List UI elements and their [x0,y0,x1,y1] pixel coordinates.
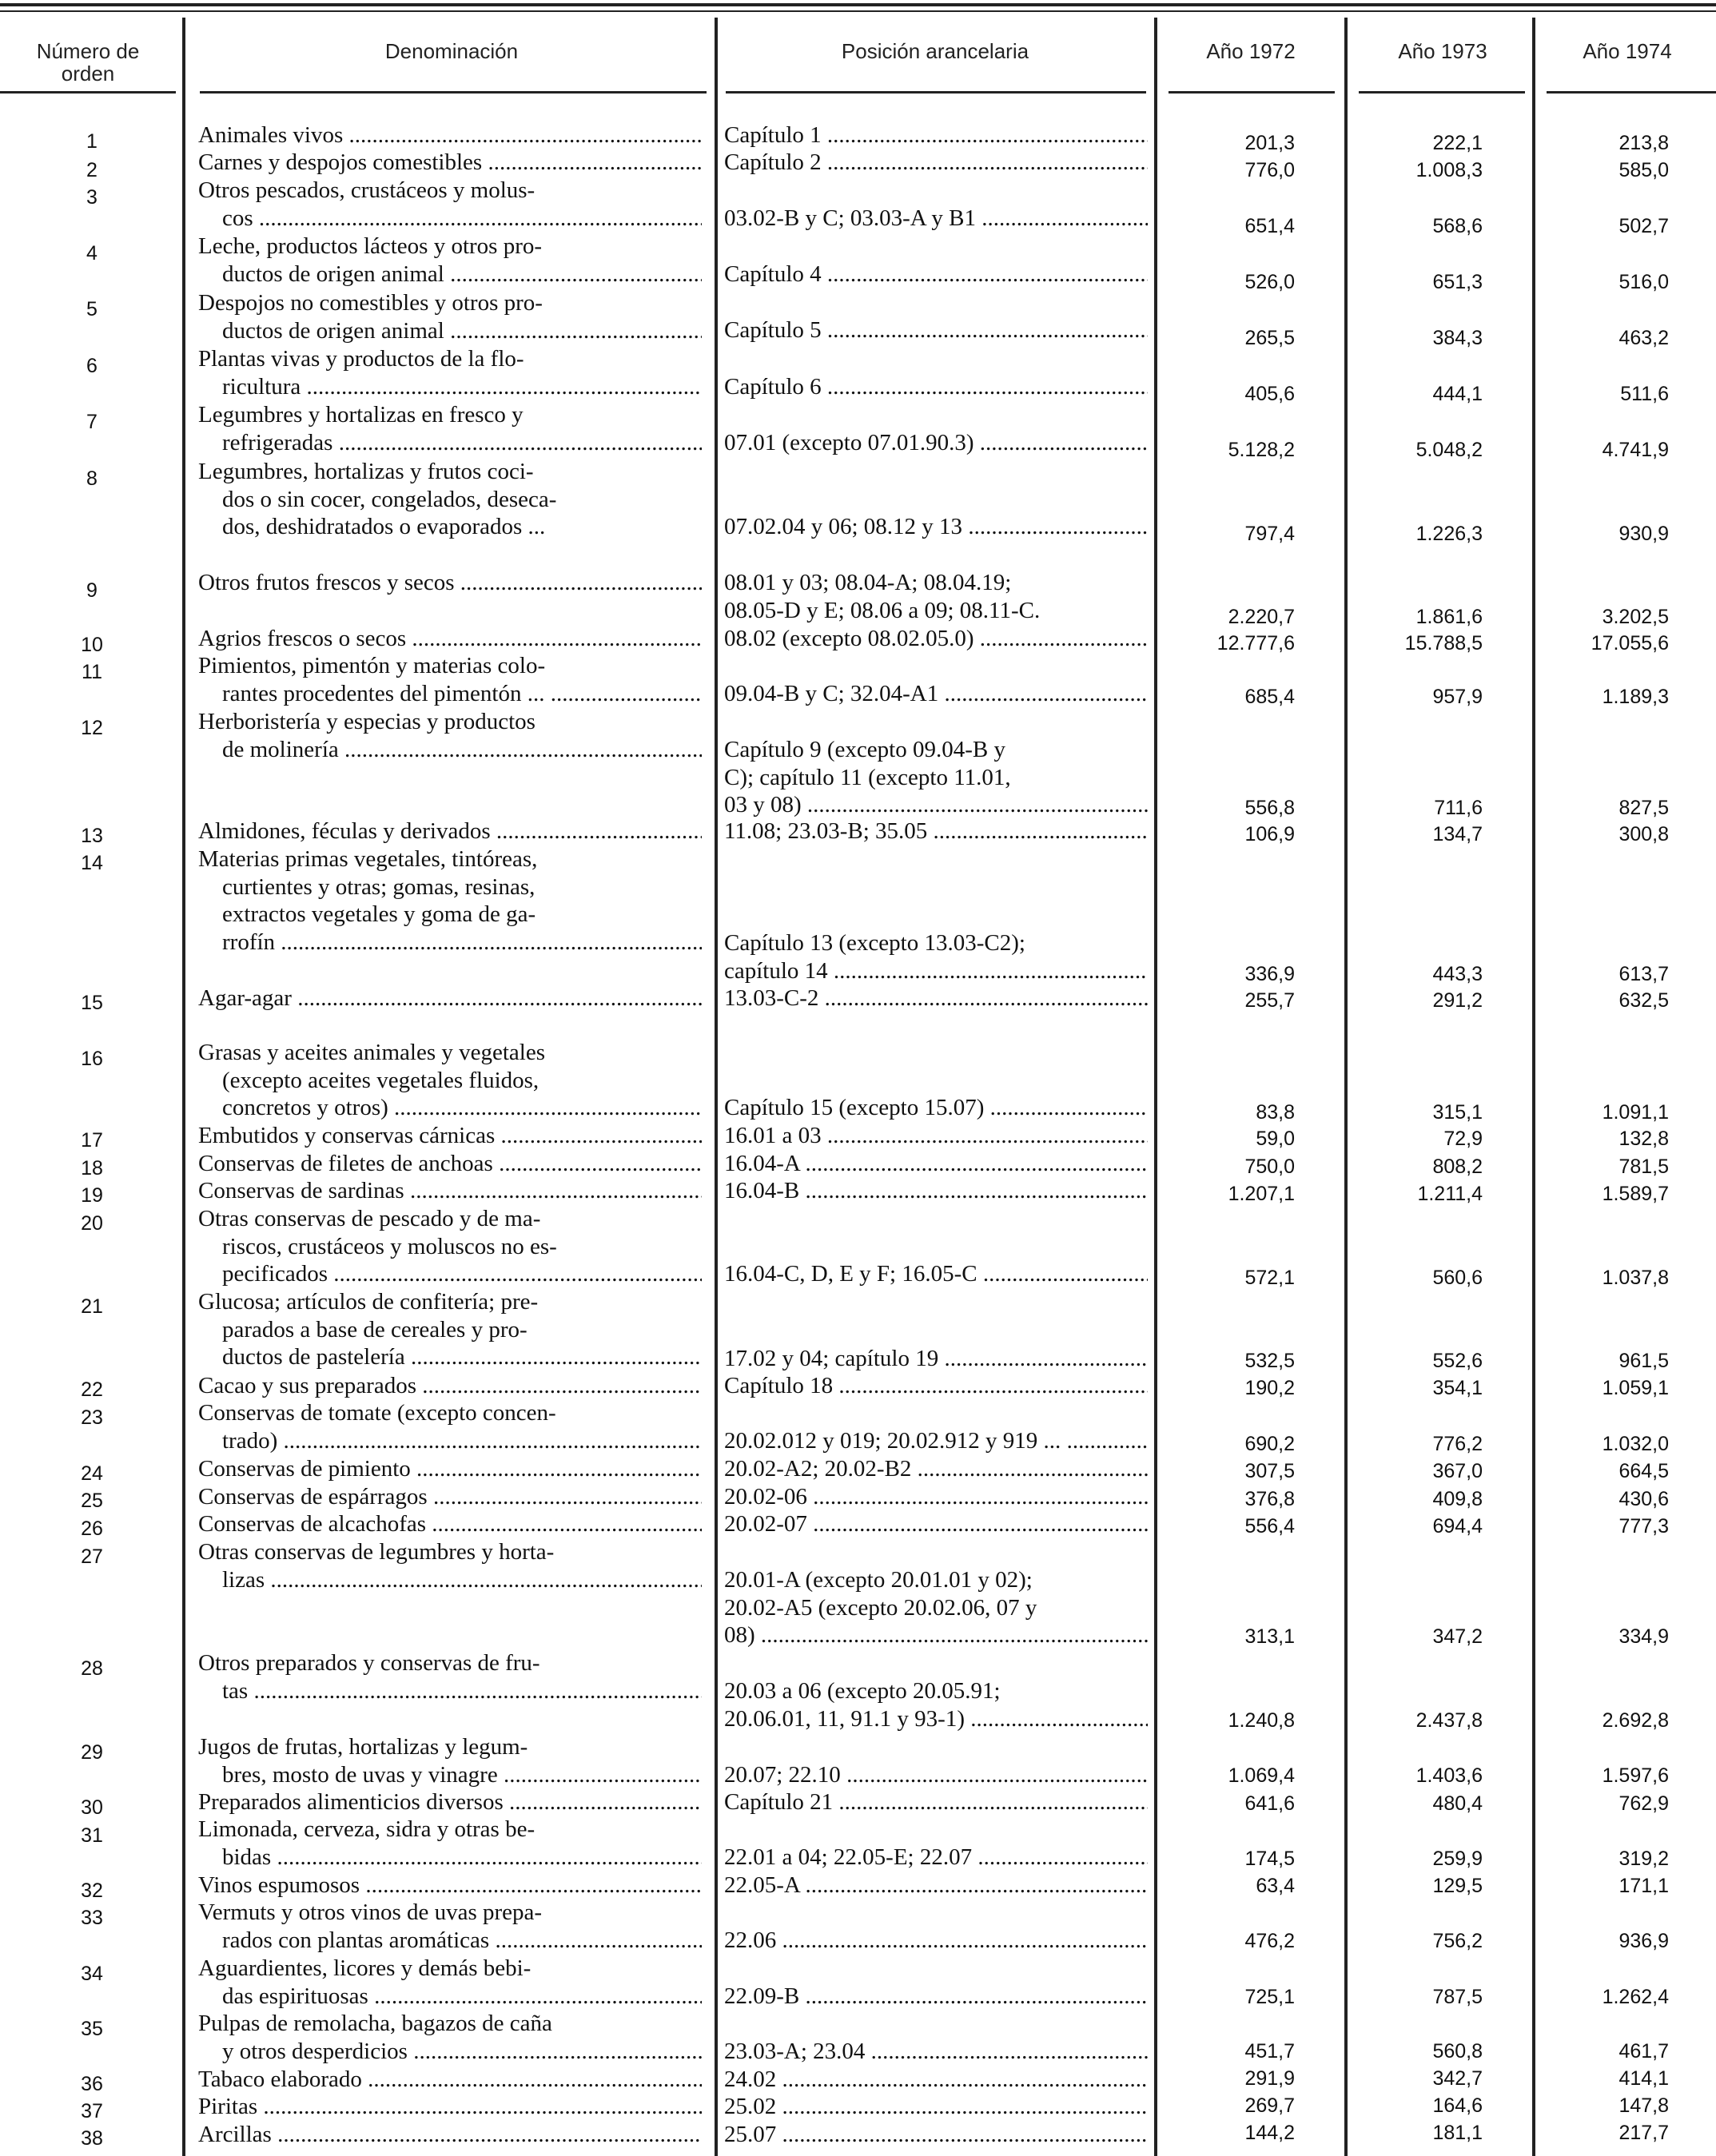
row-denomination: Pimientos, pimentón y materias colo- rantes procedentes del pimentón ... ..... [198,652,702,707]
value-1973: 651,3 [1432,271,1483,293]
row-denomination: Vinos espumosos ..... [198,1872,702,1899]
column-rule-2 [715,18,718,2156]
value-1972: 685,4 [1244,686,1295,708]
row-tariff-position: Capítulo 1 ..... [724,121,1148,149]
value-1974: 300,8 [1618,823,1669,845]
row-denomination: Conservas de espárragos ..... [198,1483,702,1511]
value-1972: 556,8 [1244,797,1295,819]
row-denomination: Almidones, féculas y derivados ..... [198,817,702,845]
value-1973: 443,3 [1432,963,1483,985]
header-underline-1974 [1547,91,1716,93]
value-1974: 334,9 [1618,1625,1669,1648]
row-tariff-position: 17.02 y 04; capítulo 19 ..... [724,1345,1148,1373]
row-tariff-position: Capítulo 2 ..... [724,149,1148,177]
header-underline-pos [726,91,1146,93]
value-1973: 808,2 [1432,1156,1483,1178]
value-1972: 190,2 [1244,1377,1295,1399]
header-ano-1972: Año 1972 [1206,39,1296,63]
value-1974: 1.597,6 [1602,1764,1669,1787]
value-1972: 313,1 [1244,1625,1295,1648]
header-ano-1974: Año 1974 [1583,39,1672,63]
header-denominacion: Denominación [384,39,519,63]
row-number: 17 [81,1129,103,1152]
value-1972: 476,2 [1244,1930,1295,1952]
row-denomination: Despojos no comestibles y otros pro- ductos de origen animal ..... [198,289,702,344]
value-1974: 936,9 [1618,1930,1669,1952]
row-denomination: Otras conservas de pescado y de ma- riscos, crustáceos y moluscos no es- pecificados ..... [198,1205,702,1288]
value-1972: 307,5 [1244,1460,1295,1482]
value-1972: 2.220,7 [1228,606,1295,628]
row-number: 38 [81,2127,103,2150]
row-tariff-position: Capítulo 4 ..... [724,261,1148,288]
value-1974: 502,7 [1618,215,1669,237]
value-1973: 957,9 [1432,686,1483,708]
value-1972: 690,2 [1244,1433,1295,1455]
value-1973: 129,5 [1432,1875,1483,1897]
row-denomination: Otros pescados, crustáceos y molus- cos ..... [198,177,702,232]
row-number: 28 [81,1657,103,1680]
value-1973: 480,4 [1432,1792,1483,1815]
value-1972: 451,7 [1244,2040,1295,2063]
row-tariff-position: 20.02-A2; 20.02-B2 ..... [724,1455,1148,1483]
row-tariff-position: Capítulo 9 (excepto 09.04-B y C); capítulo 11 (excepto 11.01, 03 y 08) ..... [724,736,1148,819]
row-tariff-position: Capítulo 5 ..... [724,316,1148,344]
row-denomination: Plantas vivas y productos de la flo- ricultura ..... [198,345,702,400]
value-1972: 5.128,2 [1228,439,1295,461]
row-number: 37 [81,2100,103,2122]
value-1973: 1.226,3 [1415,523,1483,545]
row-number: 15 [81,992,103,1014]
row-tariff-position: 16.04-B ..... [724,1177,1148,1205]
row-tariff-position: Capítulo 18 ..... [724,1372,1148,1400]
row-tariff-position: 25.07 ..... [724,2121,1148,2149]
row-number: 4 [86,242,98,265]
row-tariff-position: 09.04-B y C; 32.04-A1 ..... [724,680,1148,708]
value-1974: 171,1 [1618,1875,1669,1897]
value-1974: 461,7 [1618,2040,1669,2063]
value-1972: 336,9 [1244,963,1295,985]
row-number: 3 [86,186,98,209]
value-1972: 174,5 [1244,1848,1295,1870]
top-rule-thick [0,3,1716,6]
value-1973: 560,6 [1432,1267,1483,1289]
value-1973: 5.048,2 [1415,439,1483,461]
value-1973: 552,6 [1432,1350,1483,1372]
row-tariff-position: 25.02 ..... [724,2093,1148,2121]
row-number: 23 [81,1406,103,1429]
value-1974: 585,0 [1618,159,1669,181]
value-1974: 511,6 [1620,383,1669,405]
value-1974: 3.202,5 [1602,606,1669,628]
row-denomination: Pulpas de remolacha, bagazos de caña y otros desperdicios ..... [198,2010,702,2065]
value-1974: 516,0 [1618,271,1669,293]
row-denomination: Otros preparados y conservas de fru- tas ..... [198,1649,702,1705]
row-number: 34 [81,1963,103,1985]
value-1973: 72,9 [1443,1128,1483,1150]
row-tariff-position: 16.04-A ..... [724,1150,1148,1178]
row-denomination: Conservas de tomate (excepto concen- trado) ..... [198,1399,702,1454]
row-denomination: Legumbres, hortalizas y frutos coci- dos o sin cocer, congelados, deseca- dos, deshidratados o evaporados ... [198,459,557,540]
row-denomination: Conservas de sardinas ..... [198,1177,702,1205]
value-1974: 664,5 [1618,1460,1669,1482]
row-tariff-position: 22.09-B ..... [724,1983,1148,2011]
value-1972: 144,2 [1244,2122,1295,2144]
value-1972: 59,0 [1256,1128,1295,1150]
row-denomination: Legumbres y hortalizas en fresco y refrigeradas ..... [198,401,702,456]
value-1974: 1.037,8 [1602,1267,1669,1289]
row-number: 21 [81,1295,103,1318]
value-1974: 613,7 [1618,963,1669,985]
value-1973: 181,1 [1432,2122,1483,2144]
value-1973: 568,6 [1432,215,1483,237]
value-1972: 1.240,8 [1228,1709,1295,1732]
value-1972: 83,8 [1256,1101,1295,1124]
row-number: 10 [81,634,103,656]
row-denomination: Jugos de frutas, hortalizas y legum- bres, mosto de uvas y vinagre ..... [198,1733,702,1788]
header-numero-orden: Número de orden [36,39,140,86]
row-tariff-position: 07.01 (excepto 07.01.90.3) ..... [724,429,1148,457]
value-1974: 463,2 [1618,327,1669,349]
value-1974: 17.055,6 [1591,632,1669,654]
header-underline-1972 [1169,91,1335,93]
row-number: 1 [86,130,98,153]
row-tariff-position: 20.02.012 y 019; 20.02.912 y 919 ... ..... [724,1427,1148,1455]
row-number: 29 [81,1741,103,1764]
value-1974: 147,8 [1618,2094,1669,2117]
value-1973: 134,7 [1432,823,1483,845]
value-1974: 4.741,9 [1602,439,1669,461]
row-tariff-position: 13.03-C-2 ..... [724,985,1148,1012]
row-tariff-position: 22.01 a 04; 22.05-E; 22.07 ..... [724,1844,1148,1872]
value-1972: 556,4 [1244,1515,1295,1537]
value-1973: 1.008,3 [1415,159,1483,181]
value-1974: 777,3 [1618,1515,1669,1537]
row-denomination: Piritas ..... [198,2093,702,2121]
value-1974: 430,6 [1618,1488,1669,1510]
row-denomination: Glucosa; artículos de confitería; pre- parados a base de cereales y pro- ductos de pastelería ..... [198,1288,702,1371]
row-denomination: Herboristería y especias y productos de molinería ..... [198,708,702,763]
row-number: 25 [81,1490,103,1512]
row-denomination: Cacao y sus preparados ..... [198,1372,702,1400]
row-tariff-position: 20.07; 22.10 ..... [724,1761,1148,1789]
row-number: 7 [86,411,98,433]
value-1973: 409,8 [1432,1488,1483,1510]
row-denomination: Conservas de pimiento ..... [198,1455,702,1483]
row-number: 16 [81,1048,103,1070]
row-denomination: Grasas y aceites animales y vegetales (excepto aceites vegetales fluidos, concretos y otros) ..... [198,1039,702,1122]
row-denomination: Vermuts y otros vinos de uvas prepa- rados con plantas aromáticas ..... [198,1899,702,1954]
row-denomination: Aguardientes, licores y demás bebi- das espirituosas ..... [198,1955,702,2010]
value-1973: 347,2 [1432,1625,1483,1648]
row-denomination: Agrios frescos o secos ..... [198,625,702,653]
row-denomination: Otros frutos frescos y secos ..... [198,569,702,597]
value-1974: 781,5 [1618,1156,1669,1178]
row-denomination: Limonada, cerveza, sidra y otras be- bidas ..... [198,1816,702,1871]
value-1974: 1.262,4 [1602,1986,1669,2008]
value-1974: 1.589,7 [1602,1183,1669,1205]
row-tariff-position: 24.02 ..... [724,2066,1148,2094]
row-number: 26 [81,1518,103,1540]
row-denomination: Materias primas vegetales, tintóreas, curtientes y otras; gomas, resinas, extractos vegetales y goma de ga- rrofín ..... [198,845,702,956]
row-number: 14 [81,852,103,874]
value-1972: 106,9 [1244,823,1295,845]
row-tariff-position: 08.02 (excepto 08.02.05.0) ..... [724,625,1148,653]
row-denomination: Agar-agar ..... [198,985,702,1012]
value-1972: 532,5 [1244,1350,1295,1372]
value-1972: 291,9 [1244,2067,1295,2090]
value-1973: 291,2 [1432,989,1483,1012]
row-number: 6 [86,355,98,377]
value-1972: 405,6 [1244,383,1295,405]
row-denomination: Carnes y despojos comestibles ..... [198,149,702,177]
value-1972: 1.207,1 [1228,1183,1295,1205]
value-1974: 632,5 [1618,989,1669,1012]
value-1973: 384,3 [1432,327,1483,349]
value-1972: 750,0 [1244,1156,1295,1178]
row-tariff-position: 16.01 a 03 ..... [724,1122,1148,1150]
value-1972: 63,4 [1256,1875,1295,1897]
top-rule-thin [0,10,1716,12]
row-tariff-position: 20.03 a 06 (excepto 20.05.91; 20.06.01, 11, 91.1 y 93-1) ..... [724,1677,1148,1732]
row-denomination: Tabaco elaborado ..... [198,2066,702,2094]
row-number: 5 [86,298,98,320]
header-ano-1973: Año 1973 [1398,39,1487,63]
value-1974: 213,8 [1618,132,1669,154]
value-1972: 572,1 [1244,1267,1295,1289]
value-1974: 762,9 [1618,1792,1669,1815]
value-1973: 2.437,8 [1415,1709,1483,1732]
value-1972: 265,5 [1244,327,1295,349]
row-tariff-position: 07.02.04 y 06; 08.12 y 13 ..... [724,513,1148,541]
value-1972: 797,4 [1244,523,1295,545]
value-1973: 367,0 [1432,1460,1483,1482]
value-1972: 651,4 [1244,215,1295,237]
row-denomination: Animales vivos ..... [198,121,702,149]
value-1973: 776,2 [1432,1433,1483,1455]
value-1972: 776,0 [1244,159,1295,181]
value-1973: 444,1 [1432,383,1483,405]
header-underline-den [200,91,707,93]
row-number: 36 [81,2073,103,2095]
value-1973: 1.403,6 [1415,1764,1483,1787]
value-1972: 641,6 [1244,1792,1295,1815]
value-1974: 1.189,3 [1602,686,1669,708]
value-1973: 1.861,6 [1415,606,1483,628]
row-number: 24 [81,1462,103,1485]
row-denomination: Preparados alimenticios diversos ..... [198,1788,702,1816]
row-number: 31 [81,1824,103,1847]
value-1972: 201,3 [1244,132,1295,154]
value-1974: 132,8 [1618,1128,1669,1150]
row-number: 9 [86,579,98,602]
row-denomination: Leche, productos lácteos y otros pro- ductos de origen animal ..... [198,233,702,288]
row-tariff-position: 20.02-06 ..... [724,1483,1148,1511]
column-rule-4 [1344,18,1348,2156]
row-number: 2 [86,159,98,181]
row-number: 12 [81,717,103,739]
value-1973: 1.211,4 [1417,1183,1483,1205]
row-tariff-position: 16.04-C, D, E y F; 16.05-C ..... [724,1260,1148,1288]
value-1973: 342,7 [1432,2067,1483,2090]
row-number: 13 [81,825,103,847]
value-1973: 756,2 [1432,1930,1483,1952]
value-1972: 1.069,4 [1228,1764,1295,1787]
value-1972: 255,7 [1244,989,1295,1012]
row-tariff-position: 20.02-07 ..... [724,1510,1148,1538]
value-1972: 269,7 [1244,2094,1295,2117]
row-tariff-position: 23.03-A; 23.04 ..... [724,2038,1148,2066]
row-number: 20 [81,1212,103,1235]
value-1973: 222,1 [1432,132,1483,154]
value-1973: 711,6 [1434,797,1483,819]
value-1973: 694,4 [1432,1515,1483,1537]
header-posicion-arancelaria: Posición arancelaria [841,39,1029,63]
value-1973: 787,5 [1432,1986,1483,2008]
value-1974: 827,5 [1618,797,1669,819]
value-1972: 376,8 [1244,1488,1295,1510]
row-number: 33 [81,1907,103,1929]
row-tariff-position: 20.01-A (excepto 20.01.01 y 02); 20.02-A5 (excepto 20.02.06, 07 y 08) ..... [724,1566,1148,1649]
row-tariff-position: 11.08; 23.03-B; 35.05 ..... [724,817,1148,845]
value-1974: 217,7 [1618,2122,1669,2144]
row-tariff-position: Capítulo 21 ..... [724,1788,1148,1816]
row-tariff-position: Capítulo 15 (excepto 15.07) ..... [724,1094,1148,1122]
row-tariff-position: 22.06 ..... [724,1927,1148,1955]
value-1974: 1.091,1 [1602,1101,1669,1124]
row-number: 35 [81,2018,103,2040]
row-denomination: Otras conservas de legumbres y horta- lizas ..... [198,1538,702,1593]
row-number: 22 [81,1378,103,1401]
row-denomination: Conservas de alcachofas ..... [198,1510,702,1538]
row-number: 19 [81,1184,103,1207]
value-1972: 526,0 [1244,271,1295,293]
value-1974: 930,9 [1618,523,1669,545]
row-number: 11 [82,661,102,683]
row-denomination: Conservas de filetes de anchoas ..... [198,1150,702,1178]
value-1974: 319,2 [1618,1848,1669,1870]
value-1973: 560,8 [1432,2040,1483,2063]
value-1972: 725,1 [1244,1986,1295,2008]
value-1973: 354,1 [1432,1377,1483,1399]
row-number: 18 [81,1157,103,1179]
value-1973: 259,9 [1432,1848,1483,1870]
value-1974: 1.032,0 [1602,1433,1669,1455]
row-tariff-position: 22.05-A ..... [724,1872,1148,1899]
value-1972: 12.777,6 [1216,632,1295,654]
value-1974: 414,1 [1618,2067,1669,2090]
value-1973: 164,6 [1432,2094,1483,2117]
row-tariff-position: Capítulo 13 (excepto 13.03-C2); capítulo 14 ..... [724,929,1148,985]
column-rule-3 [1154,18,1157,2156]
row-denomination: Arcillas ..... [198,2121,702,2149]
row-number: 27 [81,1545,103,1568]
row-denomination: Embutidos y conservas cárnicas ..... [198,1122,702,1150]
value-1973: 315,1 [1432,1101,1483,1124]
value-1973: 15.788,5 [1404,632,1483,654]
value-1974: 2.692,8 [1602,1709,1669,1732]
row-number: 32 [81,1880,103,1902]
value-1974: 961,5 [1618,1350,1669,1372]
row-number: 8 [86,467,98,490]
row-tariff-position: 08.01 y 03; 08.04-A; 08.04.19; 08.05-D y E; 08.06 a 09; 08.11-C. [724,570,1041,623]
row-tariff-position: Capítulo 6 ..... [724,373,1148,401]
row-tariff-position: 03.02-B y C; 03.03-A y B1 ..... [724,205,1148,233]
value-1974: 1.059,1 [1602,1377,1669,1399]
header-underline-num [0,91,176,93]
row-number: 30 [81,1796,103,1819]
header-underline-1973 [1359,91,1525,93]
